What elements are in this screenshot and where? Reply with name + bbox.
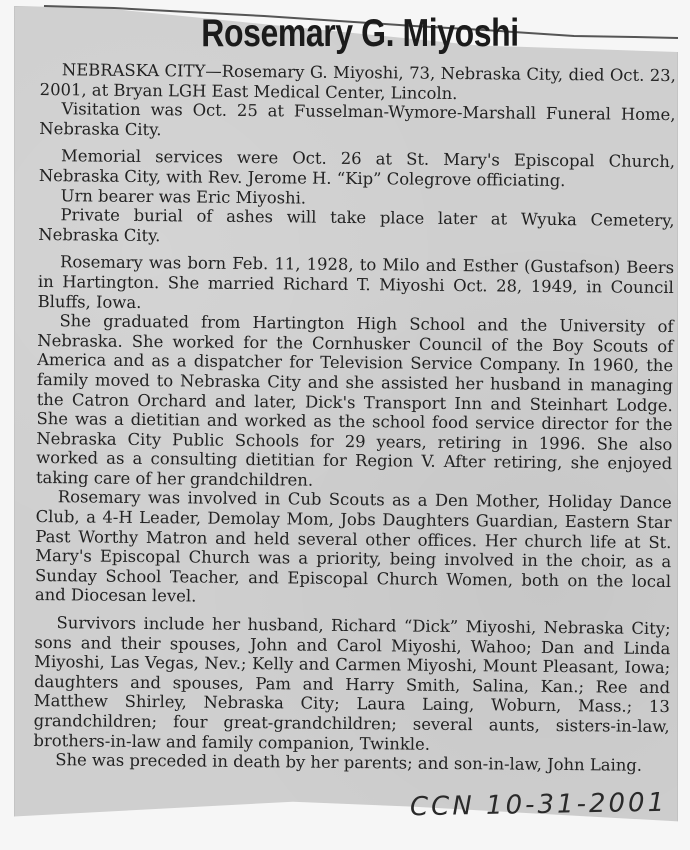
obituary-body	[33, 60, 676, 776]
paragraph-preceded-in-death: She was preceded in death by her parents; and son-in-law, John Laing.	[55, 750, 643, 775]
paragraph-death-notice: NEBRASKA CITY—Rosemary G. Miyoshi, 73, Nebraska City, died Oct. 23, 2001, at Bryan LGH East Medical Center, Lincoln.	[39, 60, 676, 103]
paragraph-memorial-services: Memorial services were Oct. 26 at St. Mary's Episcopal Church, Nebraska City, with Rev. Jerome H. “Kip” Colegrove officiating.	[38, 146, 676, 191]
handwritten-date-note: CCN 10-31-2001	[409, 787, 668, 823]
paragraph-birth-marriage: Rosemary was born Feb. 11, 1928, to Milo and Esther (Gustafson) Beers in Hartington. She married Richard T. Miyoshi Oct. 28, 1949, in Council Bluffs, Iowa.	[37, 252, 675, 312]
paragraph-visitation: Visitation was Oct. 25 at Fusselman-Wymore-Marshall Funeral Home, Nebraska City.	[39, 99, 676, 139]
paragraph-survivors: Survivors include her husband, Richard “Dick” Miyoshi, Nebraska City; sons and their spouses, John and Carol Miyoshi, Wahoo; Dan and Linda Miyoshi, Las Vegas, Nev.; Kelly and Carmen Miyoshi, Mount Pleasant, Iowa; daughters and spouses, Pam and Harry Smith, Salina, Kan.; Ree and Matthew Shirley, Nebraska City; Laura Laing, Woburn, Mass.; 13 grandchildren; four great-grandchildren; several aunts, sisters-in-law, brothers-in-law and family companion, Twinkle.	[33, 613, 671, 754]
paragraph-burial: Private burial of ashes will take place later at Wyuka Cemetery, Nebraska City.	[38, 205, 675, 245]
paragraph-urn-bearer: Urn bearer was Eric Miyoshi.	[60, 185, 307, 208]
paragraph-education-career: She graduated from Hartington High School and the University of Nebraska. She worked for the Cornhusker Council of the Boy Scouts of America and as a dispatcher for Television Service Company. In 1960, the family moved to Nebraska City and she assisted her husband in managing the Catron Orchard and later, Dick's Transport Inn and Steinhart Lodge. She was a dietitian and worked as the school food service director for the Nebraska City Public Schools for 29 years, retiring in 1996. She also worked as a consulting dietitian for Region V. After retiring, she enjoyed taking care of her grandchildren.	[35, 311, 674, 490]
paragraph-activities: Rosemary was involved in Cub Scouts as a Den Mother, Holiday Dance Club, a 4-H Leader, Demolay Mom, Jobs Daughters Guardian, Eastern Star Past Worthy Matron and held several other offices. Her church life at St. Mary's Episcopal Church was a priority, being involved in the choir, as a Sunday School Teacher, and Episcopal Church Women, both on the local and Diocesan level.	[34, 487, 672, 606]
obituary-headline: Rosemary G. Miyoshi	[201, 12, 519, 55]
